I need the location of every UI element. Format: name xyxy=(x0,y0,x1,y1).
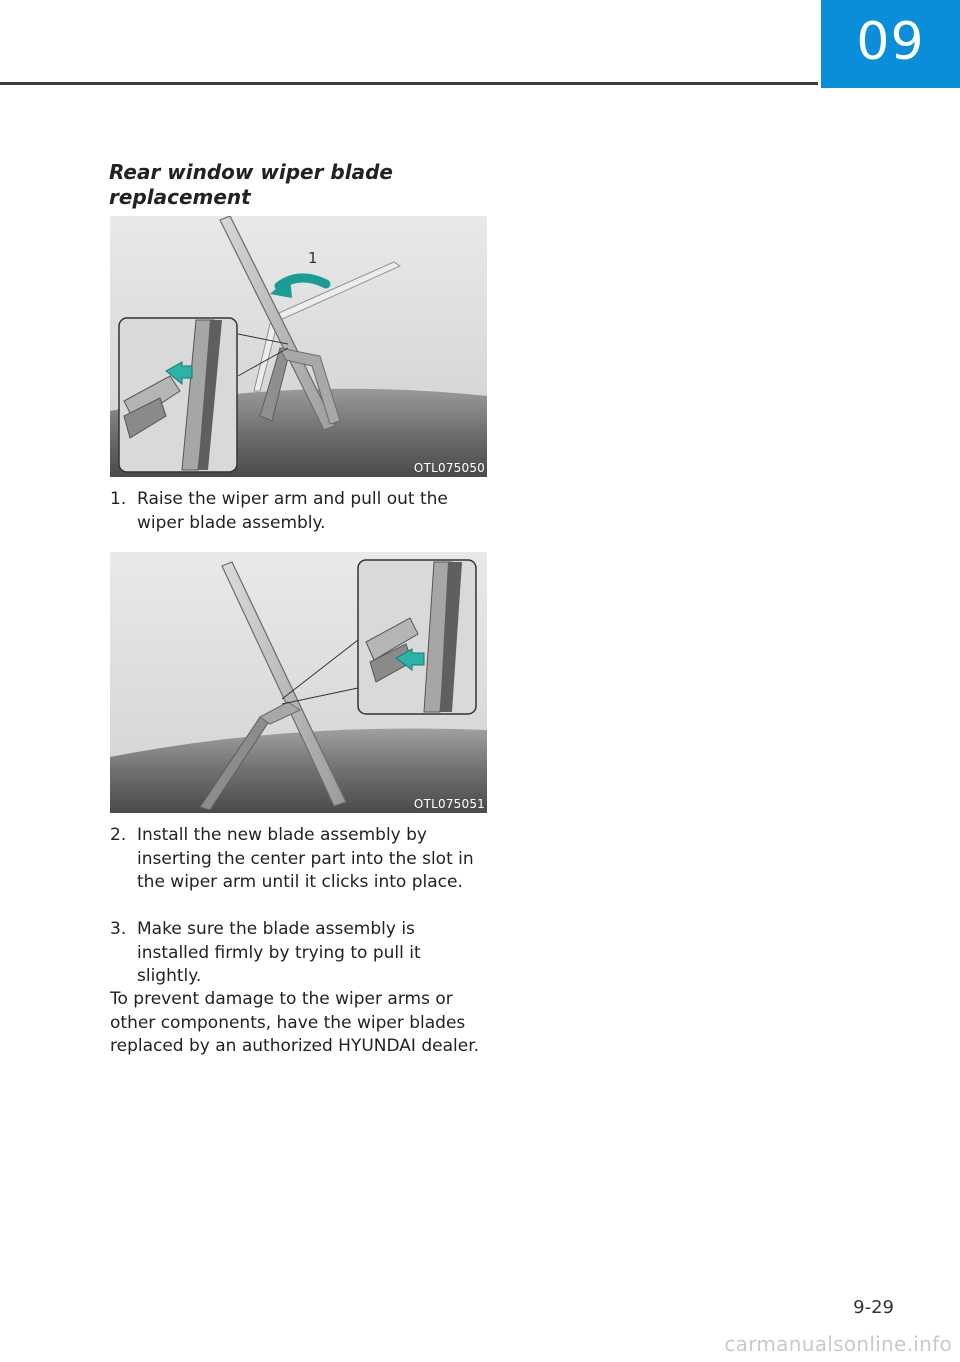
chapter-number: 09 xyxy=(856,12,925,72)
callout-label: 1 xyxy=(308,249,318,267)
step-2 xyxy=(110,824,490,895)
figure-raise-wiper xyxy=(110,216,487,477)
header-rule xyxy=(0,82,818,85)
figure-code: OTL075050 xyxy=(413,461,485,475)
watermark: carmanualsonline.info xyxy=(724,1332,952,1356)
section-title xyxy=(109,160,489,210)
step-1 xyxy=(110,488,490,535)
page-number: 9-29 xyxy=(853,1297,894,1318)
step-number: 1. xyxy=(110,489,127,509)
chapter-tab xyxy=(821,0,960,88)
wiper-install-illustration xyxy=(110,552,487,813)
figure-code: OTL075051 xyxy=(413,797,485,811)
step-number: 3. xyxy=(110,919,127,939)
step-number: 2. xyxy=(110,825,127,845)
section-title-line-1: Rear window wiper blade xyxy=(109,160,393,184)
wiper-raise-illustration xyxy=(110,216,487,477)
step-text: Install the new blade assembly by inserting the center part into the slot in the wiper arm until it clicks into place. xyxy=(137,825,474,892)
dealer-note: To prevent damage to the wiper arms or other components, have the wiper blades replaced by an authorized HYUNDAI dealer. xyxy=(110,989,480,1056)
step-text: Make sure the blade assembly is installed firmly by trying to pull it slightly. xyxy=(137,919,421,986)
figure-install-blade xyxy=(110,552,487,813)
section-title-line-2: replacement xyxy=(109,185,251,209)
step-text: Raise the wiper arm and pull out the wiper blade assembly. xyxy=(137,489,448,533)
step-3 xyxy=(110,918,490,989)
